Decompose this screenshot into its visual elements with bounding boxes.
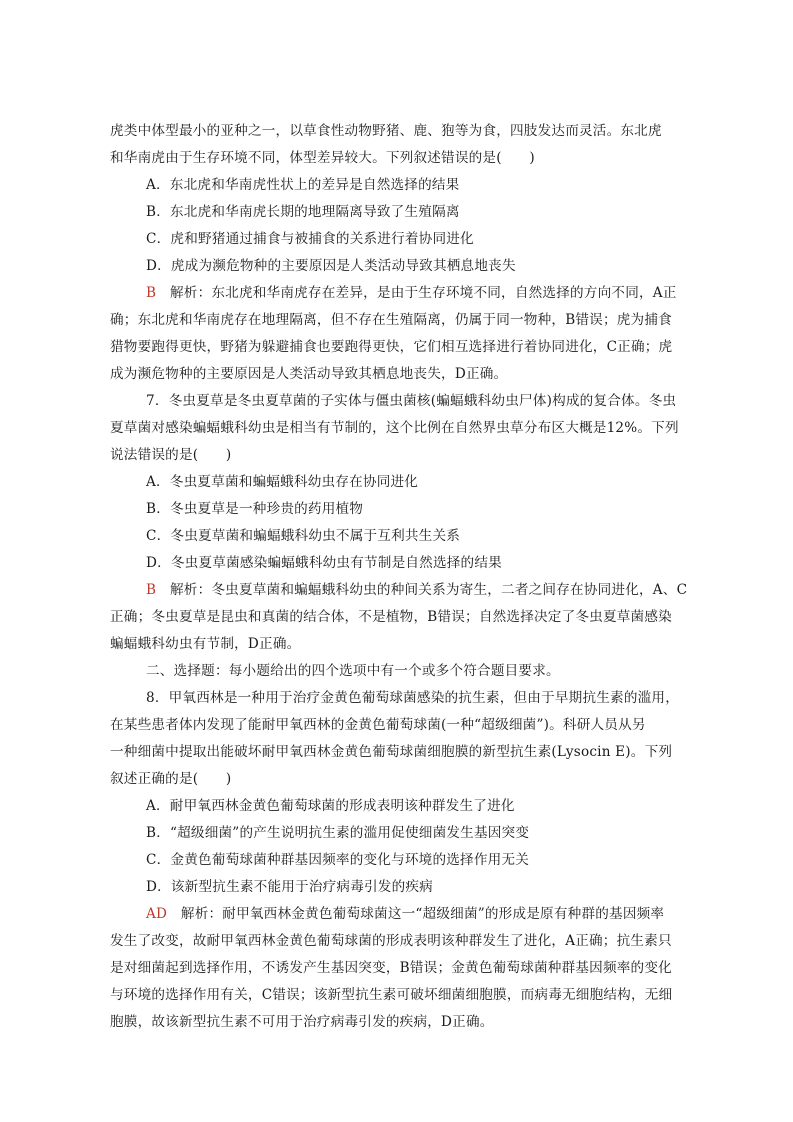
q7-stem-line-1: 7．冬虫夏草是冬虫夏草菌的子实体与僵虫菌核(蝙蝠蛾科幼虫尸体)构成的复合体。冬虫: [146, 393, 677, 409]
q7-option-c: C．冬虫夏草菌和蝙蝠蛾科幼虫不属于互利共生关系: [146, 528, 461, 544]
section-2-heading: 二、选择题：每小题给出的四个选项中有一个或多个符合题目要求。: [146, 663, 560, 679]
q8-stem-line-4: 叙述正确的是( ): [110, 771, 232, 787]
q7-analysis-line-2: 正确；冬虫夏草是昆虫和真菌的结合体，不是植物，B错误；自然选择决定了冬虫夏草菌感染: [110, 609, 672, 625]
q8-answer: AD: [146, 906, 168, 922]
q8-option-d: D．该新型抗生素不能用于治疗病毒引发的疾病: [146, 879, 433, 895]
q7-stem-line-2: 夏草菌对感染蝙蝠蛾科幼虫是相当有节制的，这个比例在自然界虫草分布区大概是12%。下列: [110, 420, 679, 436]
q6-analysis-line-3: 猎物要跑得更快，野猪为躲避捕食也要跑得更快，它们相互选择进行着协同进化，C正确；虎: [110, 339, 673, 355]
q6-analysis-line-2: 确；东北虎和华南虎存在地理隔离，但不存在生殖隔离，仍属于同一物种，B错误；虎为捕食: [110, 312, 672, 328]
q8-stem-line-3: 一种细菌中提取出能破坏耐甲氧西林金黄色葡萄球菌细胞膜的新型抗生素(Lysocin E)。下列: [110, 744, 673, 760]
q8-analysis-line-5: 胞膜，故该新型抗生素不可用于治疗病毒引发的疾病，D正确。: [110, 1014, 494, 1030]
q8-analysis-line-1: AD 解析：耐甲氧西林金黄色葡萄球菌这一“超级细菌”的形成是原有种群的基因频率: [146, 906, 665, 922]
q6-stem-line-2: 和华南虎由于生存环境不同，体型差异较大。下列叙述错误的是( ): [110, 150, 535, 166]
q7-option-b: B．冬虫夏草是一种珍贵的药用植物: [146, 501, 364, 517]
q8-stem-line-1: 8．甲氧西林是一种用于治疗金黄色葡萄球菌感染的抗生素，但由于早期抗生素的滥用，: [146, 690, 680, 706]
q7-analysis-line-3: 蝙蝠蛾科幼虫有节制，D正确。: [110, 636, 301, 652]
q8-analysis-line-2: 发生了改变，故耐甲氧西林金黄色葡萄球菌的形成表明该种群发生了进化，A正确；抗生素只: [110, 933, 672, 949]
q6-option-a: A．东北虎和华南虎性状上的差异是自然选择的结果: [146, 177, 460, 193]
q8-option-a: A．耐甲氧西林金黄色葡萄球菌的形成表明该种群发生了进化: [146, 798, 515, 814]
q6-option-c: C．虎和野猪通过捕食与被捕食的关系进行着协同进化: [146, 231, 474, 247]
q8-option-b: B．“超级细菌”的产生说明抗生素的滥用促使细菌发生基因突变: [146, 825, 530, 841]
q7-stem-line-3: 说法错误的是( ): [110, 447, 232, 463]
q6-answer: B: [146, 285, 157, 301]
q8-option-c: C．金黄色葡萄球菌种群基因频率的变化与环境的选择作用无关: [146, 852, 530, 868]
q8-analysis-line-4: 与环境的选择作用有关，C错误；该新型抗生素可破坏细菌细胞膜，而病毒无细胞结构，无细: [110, 987, 673, 1003]
q7-answer: B: [146, 582, 157, 598]
q6-analysis-line-1: B 解析：东北虎和华南虎存在差异，是由于生存环境不同，自然选择的方向不同，A正: [146, 285, 677, 301]
q8-analysis-line-3: 是对细菌起到选择作用，不诱发产生基因突变，B错误；金黄色葡萄球菌种群基因频率的变化: [110, 960, 672, 976]
q7-analysis-line-1: B 解析：冬虫夏草菌和蝙蝠蛾科幼虫的种间关系为寄生，二者之间存在协同进化，A、C: [146, 582, 688, 598]
q8-stem-line-2: 在某些患者体内发现了能耐甲氧西林的金黄色葡萄球菌(一种“超级细菌”)。科研人员从另: [110, 717, 646, 733]
q7-option-a: A．冬虫夏草菌和蝙蝠蛾科幼虫存在协同进化: [146, 474, 419, 490]
q7-option-d: D．冬虫夏草菌感染蝙蝠蛾科幼虫有节制是自然选择的结果: [146, 555, 502, 571]
q6-stem-line-1: 虎类中体型最小的亚种之一，以草食性动物野猪、鹿、狍等为食，四肢发达而灵活。东北虎: [110, 123, 662, 139]
q6-analysis-line-4: 成为濒危物种的主要原因是人类活动导致其栖息地丧失，D正确。: [110, 366, 508, 382]
q6-option-d: D．虎成为濒危物种的主要原因是人类活动导致其栖息地丧失: [146, 258, 516, 274]
q6-option-b: B．东北虎和华南虎长期的地理隔离导致了生殖隔离: [146, 204, 460, 220]
